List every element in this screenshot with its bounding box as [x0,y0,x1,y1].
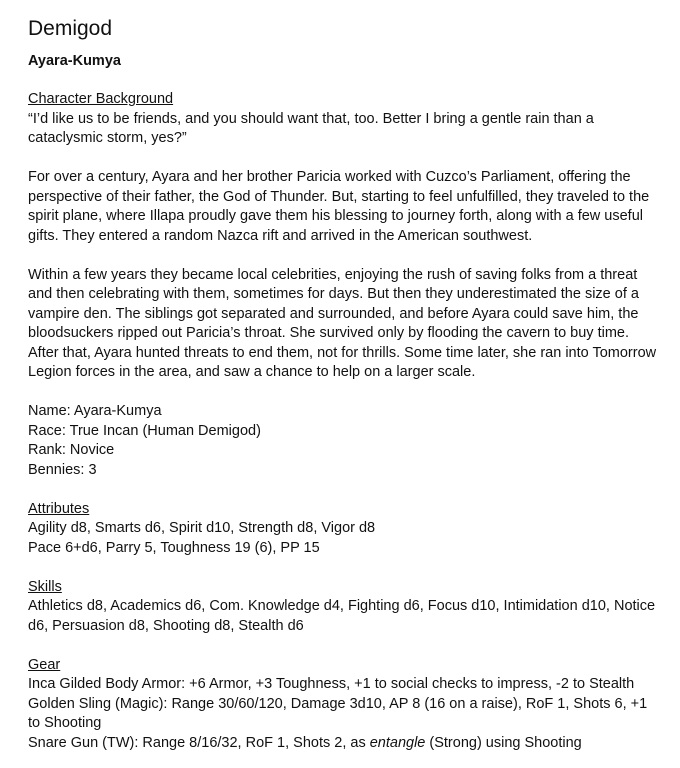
info-section [28,402,658,480]
gear-item-snare-gun [28,734,658,754]
attributes-heading: Attributes [28,500,90,517]
gear-item-sling: Golden Sling (Magic): Range 30/60/120, Damage 3d10, AP 8 (16 on a raise), RoF 1, Shots 6, +1 to Shooting [28,695,648,731]
info-rank: Rank: Novice [28,442,115,458]
attributes-line-1: Agility d8, Smarts d6, Spirit d10, Strength d8, Vigor d8 [28,520,376,536]
attributes-section [28,500,658,559]
background-section [28,90,658,149]
background-paragraph-2 [28,266,658,383]
skills-heading: Skills [28,578,62,595]
background-quote: “I’d like us to be friends, and you should want that, too. Better I bring a gentle rain than a cataclysmic storm, yes?” [28,110,594,146]
gear-item-snare-gun-text-1: Snare Gun (TW): Range 8/16/32, RoF 1, Shots 2, as [28,734,370,751]
background-paragraph-1 [28,168,658,246]
document-title: Demigod [28,17,113,40]
info-name: Name: Ayara-Kumya [28,403,162,419]
gear-heading: Gear [28,656,61,673]
attributes-line-2: Pace 6+d6, Parry 5, Toughness 19 (6), PP 15 [28,539,320,556]
info-bennies: Bennies: 3 [28,461,97,478]
skills-text: Athletics d8, Academics d6, Com. Knowledge d4, Fighting d6, Focus d10, Intimidation d10, Notice d6, Persuasion d8, Shooting d8, Stealth d6 [28,598,656,634]
gear-item-snare-gun-power: entangle [369,734,426,751]
info-race: Race: True Incan (Human Demigod) [28,422,261,439]
document-page [28,16,658,753]
character-name-heading: Ayara-Kumya [28,53,121,69]
background-heading: Character Background [28,91,174,107]
gear-section [28,656,658,754]
background-paragraph-1-text: For over a century, Ayara and her brother Paricia worked with Cuzco’s Parliament, offering the perspective of their father, the God of Thunder. But, starting to feel unfulfilled, they traveled to the spirit plane, where Illapa proudly gave them his blessing to journey forth, along with a few useful gifts. They entered a random Nazca rift and arrived in the American southwest. [28,169,650,244]
gear-item-armor: Inca Gilded Body Armor: +6 Armor, +3 Toughness, +1 to social checks to impress, -2 to Stealth [28,676,635,692]
skills-section [28,578,658,637]
background-paragraph-2-text: Within a few years they became local celebrities, enjoying the rush of saving folks from a threat and then celebrating with them, sometimes for days. But then they underestimated the size of a vampire den. The siblings got separated and surrounded, and before Ayara could save him, the bloodsuckers ripped out Paricia’s throat. She survived only by flooding the cavern to buy time. After that, Ayara hunted threats to end them, not for thrills. Some time later, she ran into Tomorrow Legion forces in the area, and saw a chance to help on a larger scale. [28,266,657,380]
gear-item-snare-gun-text-2: (Strong) using Shooting [425,734,582,751]
